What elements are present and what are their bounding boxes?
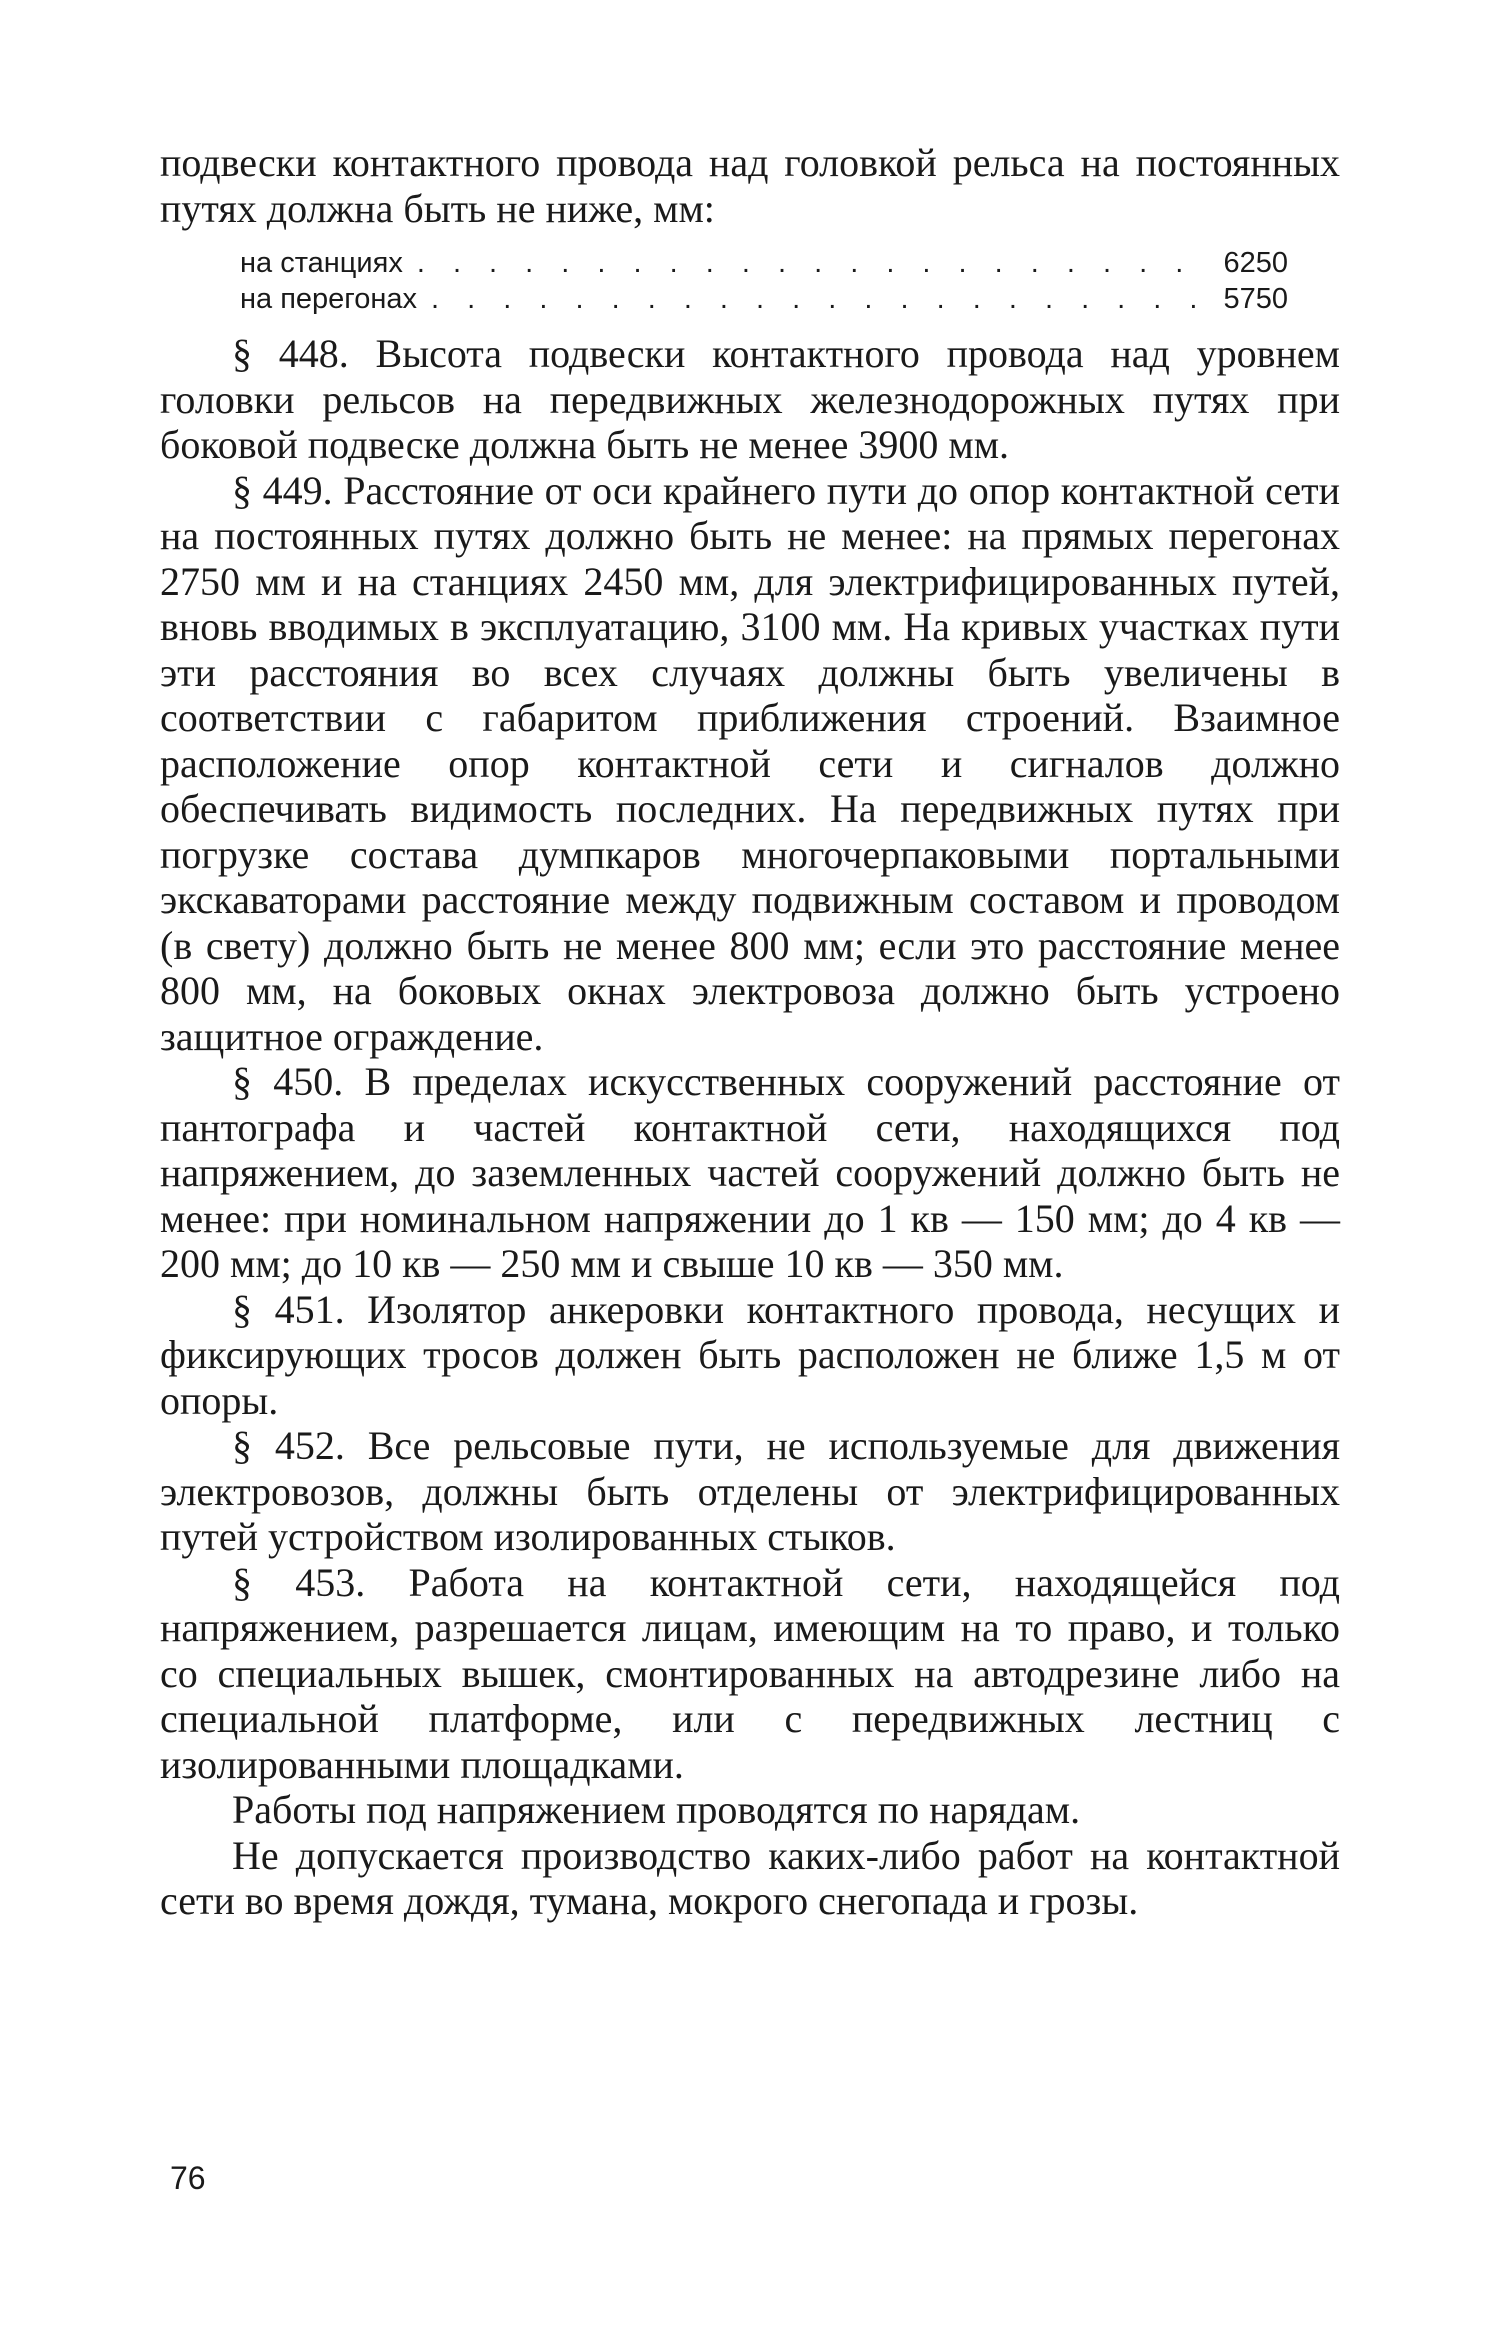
work-orders-paragraph: Работы под напряжением проводятся по нарядам. bbox=[232, 1787, 1081, 1832]
table-row bbox=[240, 281, 1288, 317]
page-number: 76 bbox=[170, 2160, 206, 2196]
clearance-table bbox=[160, 245, 1288, 317]
weather-restriction-paragraph: Не допускается производство каких-либо работ на контактной сети во время дождя, тумана, мокрого снегопада и грозы. bbox=[160, 1832, 1340, 1923]
page-body bbox=[160, 140, 1340, 1924]
table-row-value: 6250 bbox=[1223, 247, 1288, 279]
intro-paragraph: подвески контактного провода над головкой рельса на постоянных путях должна быть не ниже, мм: bbox=[160, 140, 1340, 231]
section-450: § 450. В пределах искусственных сооружений расстояние от пантографа и частей контактной сети, находящихся под напряжением, до заземленных частей сооружений должно быть не менее: при номинальном напряжении до 1 кв — 150 мм; до 4 кв — 200 мм; до 10 кв — 250 мм и свыше 10 кв — 350 мм. bbox=[160, 1059, 1340, 1286]
dot-leader bbox=[417, 245, 1210, 281]
table-row-value: 5750 bbox=[1223, 283, 1288, 315]
table-row-label: на перегонах bbox=[240, 283, 418, 315]
section-452: § 452. Все рельсовые пути, не используемые для движения электровозов, должны быть отделены от электрифицированных путей устройством изолированных стыков. bbox=[160, 1423, 1340, 1559]
section-453: § 453. Работа на контактной сети, находящейся под напряжением, разрешается лицам, имеющим на то право, и только со специальных вышек, смонтированных на автодрезине либо на специальной платформе, или с передвижных лестниц с изолированными площадками. bbox=[160, 1559, 1340, 1787]
dot-leader bbox=[431, 281, 1209, 317]
table-row bbox=[240, 245, 1288, 281]
section-448: § 448. Высота подвески контактного провода над уровнем головки рельсов на передвижных железнодорожных путях при боковой подвеске должна быть не менее 3900 мм. bbox=[160, 331, 1340, 467]
section-449: § 449. Расстояние от оси крайнего пути до опор контактной сети на постоянных путях должно быть не менее: на прямых перегонах 2750 мм и на станциях 2450 мм, для электрифицированных путей, вновь вводимых в эксплуатацию, 3100 мм. На кривых участках пути эти расстояния во всех случаях должны быть увеличены в соответствии с габаритом приближения строений. Взаимное расположение опор контактной сети и сигналов должно обеспечивать видимость последних. На передвижных путях при погрузке состава думпкаров многочерпаковыми портальными экскаваторами расстояние между подвижным составом и проводом (в свету) должно быть не менее 800 мм; если это расстояние менее 800 мм, на боковых окнах электровоза должно быть устроено защитное ограждение. bbox=[160, 467, 1340, 1059]
section-451: § 451. Изолятор анкеровки контактного провода, несущих и фиксирующих тросов должен быть расположен не ближе 1,5 м от опоры. bbox=[160, 1286, 1340, 1423]
table-row-label: на станциях bbox=[240, 247, 403, 279]
